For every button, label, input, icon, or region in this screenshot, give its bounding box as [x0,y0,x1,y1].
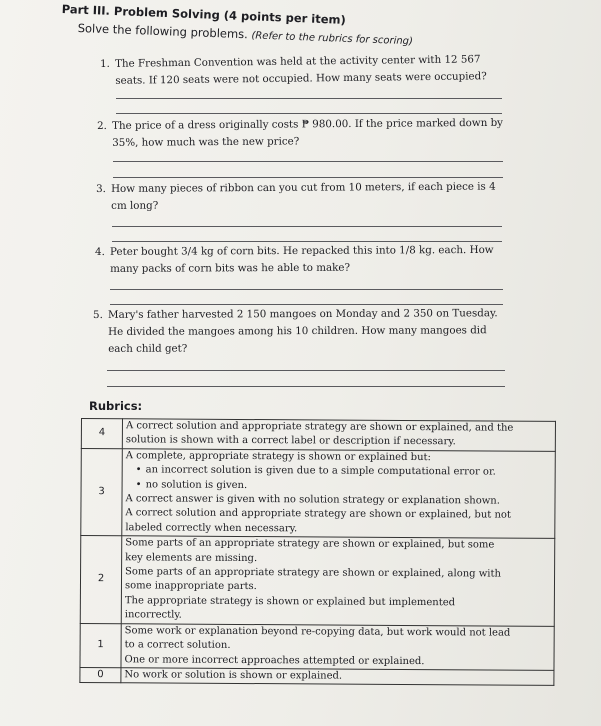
problem-number: 1. [100,57,110,70]
rubric-score: 1 [80,623,121,667]
rubric-line: A correct solution and appropriate strategy are shown or explained, but not [125,507,512,522]
answer-line[interactable] [112,226,502,227]
rubric-row [80,623,554,670]
problem-line: seats. If 120 seats were not occupied. How many seats were occupied? [115,70,487,87]
rubric-bullet: • no solution is given. [126,478,552,495]
rubric-row [81,419,555,452]
rubric-line: labeled correctly when necessary. [125,522,298,535]
rubric-line: solution is shown with a correct label or description if necessary. [125,434,456,448]
problem-line: each child get? [108,342,188,355]
rubrics-label: Rubrics: [89,399,143,413]
rubric-line: The appropriate strategy is shown or explained but implemented [124,595,456,609]
rubric-description [122,419,555,451]
problem-5 [93,305,498,358]
rubric-line: key elements are missing. [125,551,258,564]
rubric-line: to a correct solution. [124,639,231,652]
rubric-line: A complete, appropriate strategy is shown or explained but: [125,450,431,463]
rubric-score: 4 [81,419,122,449]
answer-line[interactable] [116,98,502,99]
rubric-line: incorrectly. [124,609,182,621]
problem-number: 4. [95,245,105,258]
problem-line: Mary's father harvested 2 150 mangoes on Monday and 2 350 on Tuesday. [108,307,498,321]
rubric-row [80,667,554,685]
answer-line[interactable] [107,386,505,387]
instruction-text: Solve the following problems. [77,21,249,42]
rubric-description [121,623,554,670]
problem-3 [96,179,496,215]
rubric-row [81,448,556,538]
section-instruction [77,21,413,47]
answer-line[interactable] [116,113,502,114]
answer-line[interactable] [113,161,503,162]
rubric-bullet: • an incorrect solution is given due to a simple computational error or. [126,463,552,480]
problem-line: How many pieces of ribbon can you cut from 10 meters, if each piece is 4 [111,180,496,195]
instruction-note: (Refer to the rubrics for scoring) [251,30,414,48]
rubric-score: 3 [81,448,123,536]
problem-line: Peter bought 3/4 kg of corn bits. He repacked this into 1/8 kg. each. How [110,243,494,258]
problem-line: The Freshman Convention was held at the activity center with 12 567 [115,53,481,70]
problem-number: 3. [96,182,106,195]
answer-line[interactable] [107,370,505,371]
rubric-line: A correct solution and appropriate strategy are shown or explained, and the [125,420,514,434]
problem-line: He divided the mangoes among his 10 children. How many mangoes did [108,324,487,338]
rubric-table [79,418,556,686]
problem-2 [97,115,503,152]
rubric-line: Some parts of an appropriate strategy are shown or explained, but some [125,537,495,551]
answer-line[interactable] [113,177,503,178]
answer-line[interactable] [110,289,503,290]
rubric-line: A correct answer is given with no solution strategy or explanation shown. [125,493,500,507]
problem-line: 35%, how much was the new price? [112,135,300,149]
rubric-line: Some parts of an appropriate strategy are shown or explained, along with [125,566,502,580]
rubric-line: One or more incorrect approaches attempted or explained. [124,653,425,667]
rubric-score: 2 [80,536,122,624]
problem-1 [100,51,487,90]
problem-line: many packs of corn bits was he able to make? [110,261,351,275]
rubric-description [121,668,554,686]
rubric-line: Some work or explanation beyond re-copying data, but work would not lead [124,624,511,639]
section-title: Part III. Problem Solving (4 points per item) [61,2,347,27]
problem-line: The price of a dress originally costs ₱ 980.00. If the price marked down by [112,116,504,132]
rubric-description [122,449,556,539]
rubric-row [80,536,555,626]
rubric-line: No work or solution is shown or explained. [124,669,343,682]
rubric-line: some inappropriate parts. [124,580,257,593]
problem-number: 5. [93,308,103,321]
problem-line: cm long? [111,199,159,212]
rubric-description [121,536,555,626]
problem-number: 2. [97,119,107,132]
problem-4 [95,242,494,278]
rubric-score: 0 [80,667,121,683]
